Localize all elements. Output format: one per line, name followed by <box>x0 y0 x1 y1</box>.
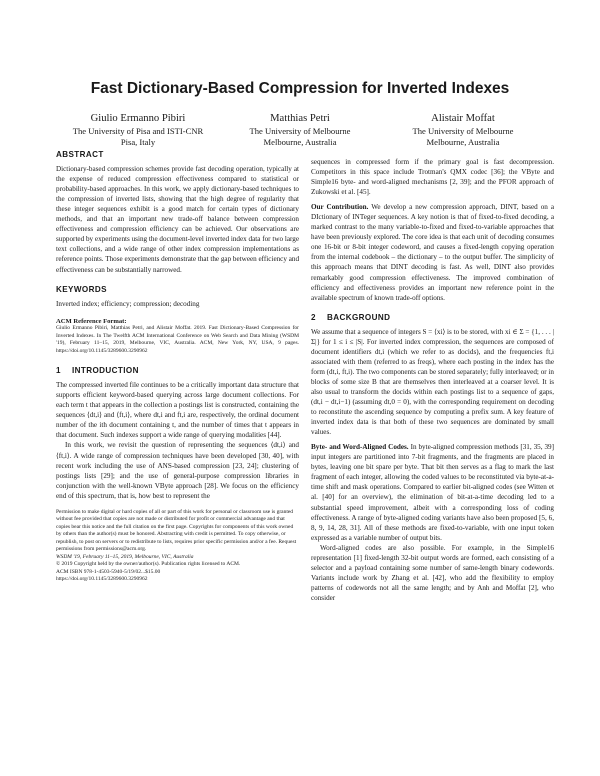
acm-reference-text: Giulio Ermanno Pibiri, Matthias Petri, and Alistair Moffat. 2019. Fast Dictionary-Based Compression for Inverted Indexes. In The Twelfth ACM International Conference on Web Search and Data Mining (WSDM '19), February 11–15, 2019, Melbourne, VIC, Australia. ACM, New York, NY, USA, 9 pages. https://doi.org/10.1145/3289600.3290962 <box>56 325 299 354</box>
keywords-text: Inverted index; efficiency; compression; decoding <box>56 299 200 308</box>
author-name: Matthias Petri <box>270 113 330 124</box>
byte-word-heading: Byte- and Word-Aligned Codes. <box>311 443 409 452</box>
contribution-text: We develop a new compression approach, DINT, based on a DIctionary of INTeger sequences. A key notion is that of fixed-to-fixed decoding, a marked contrast to the many variable-to-fixed and fixed-to-variable approaches that have been previously explored. The core idea is that each unit of decoding consumes one 16-bit or 8-bit integer codeword, and causes a fixed-length copying operation from the internal codebook – the dictionary – to the output buffer. The simplicity of this approach means that DINT decoding is fast. As well, DINT also provides remarkably good compression effectiveness. The improved combination of efficiency and effectiveness provides an important new reference point in the available spectrum of known trade-off options. <box>311 203 554 302</box>
conference-venue: WSDM '19, February 11–15, 2019, Melbourne, VIC, Australia <box>56 553 194 560</box>
author-affiliation: The University of Melbourne <box>249 126 351 136</box>
word-aligned-paragraph: Word-aligned codes are also possible. For example, in the Simple16 representation [1] fixed-length 32-bit output words are formed, each consisting of a selector and a payload containing some number of same-length binary codewords. Variants include work by Zhang et al. [42], who add the flexibility to employ patterns of codewords not all the same length; and by Anh and Moffat [2], who consider <box>311 543 554 602</box>
abstract-text: Dictionary-based compression schemes provide fast decoding operation, typically at the expense of reduced compression effectiveness compared to statistical or probability-based approaches. In this work, we apply dictionary-based techniques to the compression of inverted lists, showing that the high degree of regularity that these integer sequences exhibit is a good match for certain types of dictionary methods, and that an important new trade-off balance between compression effectiveness and compression efficiency can be achieved. Our observations are supported by experiments using the document-level inverted index data for two large text collections, and a wide range of other index compression implementations as reference points. Those experiments demonstrate that the gap between efficiency and effectiveness can be substantially narrowed. <box>56 165 300 274</box>
byte-word-paragraph <box>311 442 554 542</box>
keywords-heading: KEYWORDS <box>56 284 107 294</box>
background-heading <box>311 313 554 323</box>
isbn-line: ACM ISBN 978-1-4503-5940-5/19/02...$15.00 <box>56 568 161 575</box>
author-affiliation: The University of Melbourne <box>412 126 514 136</box>
author-block-3 <box>378 112 548 148</box>
author-name: Alistair Moffat <box>431 113 495 124</box>
intro-paragraph-2: In this work, we revisit the question of representing the sequences ⟨dt,i⟩ and ⟨ft,i⟩. A wide range of compression techniques have been developed [30, 40], with recent work including the use of ANS-based compression [23, 24]; clustering of postings lists [29]; and the use of general-purpose compression libraries in conjunction with the well-known VByte approach [28]. We focus on the efficiency end of this spectrum, that is, how best to represent the <box>56 441 299 500</box>
section-number: 2 <box>311 312 316 322</box>
paper-title: Fast Dictionary-Based Compression for Inverted Indexes <box>90 80 510 97</box>
intro-paragraph-1: The compressed inverted file continues to be a critically important data structure that supports efficient keyword-based querying across large document collections. For each term t that appears in the collection a postings list is constructed, containing the sequences ⟨dt,i⟩ and ⟨ft,i⟩, where dt,i and ft,i are, respectively, the ordinal document number of the ith document containing t, and the number of times that t appears in that document. Such indexes support a wide range of querying modalities [44]. <box>56 381 299 440</box>
contribution-paragraph <box>311 202 554 302</box>
copyright-line: © 2019 Copyright held by the owner/author(s). Publication rights licensed to ACM. <box>56 561 241 568</box>
doi-line: https://doi.org/10.1145/3289600.3290962 <box>56 576 148 583</box>
section-title: BACKGROUND <box>327 312 391 322</box>
permission-notice: Permission to make digital or hard copies of all or part of this work for personal or classroom use is granted without fee provided that copies are not made or distributed for profit or commercial advantage and that copies bear this notice and the full citation on the first page. Copyrights for components of this work owned by others than the author(s) must be honored. Abstracting with credit is permitted. To copy otherwise, or republish, to post on servers or to redistribute to lists, requires prior specific permission and/or a fee. Request permissions from permissions@acm.org. <box>56 508 297 553</box>
byte-word-text: In byte-aligned compression methods [31, 35, 39] input integers are partitioned into 7-bit fragments, and the fragments are placed in bytes, leaving one bit spare per byte. That bit then serves as a flag to mark the last fragment of each integer, allowing the coded values to be reconstituted via byte-at-a-time shift and mask operations. Compared to earlier bit-aligned codes (see Witten et al. [40] for an overview), the elimination of bit-at-a-time decoding led to a substantial speed improvement, albeit with a corresponding loss of coding effectiveness. A range of byte-aligned coding variants have also been proposed [5, 6, 8, 9, 14, 28, 31]. All of these methods are fixed-to-variable, with one input token expressed as a variable number of output bits. <box>311 443 554 542</box>
author-location: Melbourne, Australia <box>263 137 337 147</box>
acm-reference-heading: ACM Reference Format: <box>56 317 127 325</box>
right-paragraph-1: sequences in compressed form if the primary goal is fast decompression. Competitors in this space include Trotman's QMX codec [36]; the VByte and Simple16 byte- and word-aligned mechanisms [2, 39]; and the PFOR approach of Zukowski et al. [45]. <box>311 158 554 197</box>
author-block-1 <box>53 112 223 148</box>
author-location: Melbourne, Australia <box>426 137 500 147</box>
abstract-heading: ABSTRACT <box>56 150 104 159</box>
section-title: INTRODUCTION <box>72 366 139 376</box>
author-block-2 <box>215 112 385 148</box>
left-column <box>56 150 299 584</box>
contribution-heading: Our Contribution. <box>311 203 369 212</box>
intro-heading <box>56 366 299 376</box>
acm-reference-format <box>56 318 299 356</box>
author-name: Giulio Ermanno Pibiri <box>90 113 186 124</box>
background-paragraph: We assume that a sequence of integers S = ⟨xi⟩ is to be stored, with xi ∈ Σ = {1, . . . |Σ|} for 1 ≤ i ≤ |S|. For inverted index compression, the sequences are composed of document identifiers dt,i (which we refer to as docids), and the frequencies ft,i associated with them (referred to as freqs), where each posting in the index has the form (dt,i, ft,i). The two components can be stored separately; fully interleaved; or in blocks of some size B that are themselves then interleaved at a coarser level. It is also usual to transform the docids within each postings list to a sequence of gaps, (dt,i − dt,i−1) (assuming dt,0 = 0), with the corresponding requirement on decoding to reconstitute the ascending sequence by computing a prefix sum. A key feature of inverted index data is that both of these two sequences are dominated by small values. <box>311 327 554 437</box>
right-column <box>311 157 554 603</box>
section-number: 1 <box>56 366 61 376</box>
author-location: Pisa, Italy <box>120 137 156 147</box>
copyright-block <box>56 509 299 584</box>
author-affiliation: The University of Pisa and ISTI-CNR <box>72 126 204 136</box>
